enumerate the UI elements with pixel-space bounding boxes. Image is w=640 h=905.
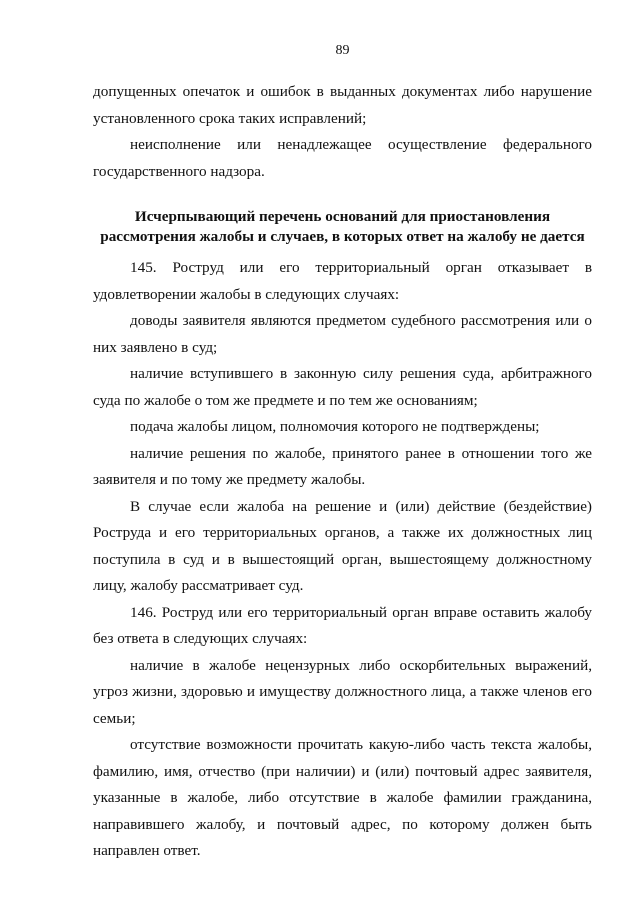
paragraph-court-arguments: доводы заявителя являются предметом судебного рассмотрения или о них заявлено в суд; — [93, 312, 592, 356]
section-heading-line-1: Исчерпывающий перечень оснований для приостановления — [134, 208, 551, 225]
page-number: 89 — [335, 43, 350, 58]
paragraph-court-decision: наличие вступившего в законную силу решения суда, арбитражного суда по жалобе о том же предмете и по тем же основаниям; — [93, 365, 592, 409]
section-heading-line-2: рассмотрения жалобы и случаев, в которых ответ на жалобу не дается — [100, 228, 585, 245]
paragraph-federal-supervision: неисполнение или ненадлежащее осуществление федерального государственного надзора. — [93, 136, 592, 180]
section-heading — [93, 207, 592, 247]
paragraph-145: 145. Роструд или его территориальный орган отказывает в удовлетворении жалобы в следующих случаях: — [93, 259, 592, 303]
paragraph-unreadable-text: отсутствие возможности прочитать какую-либо часть текста жалобы, фамилию, имя, отчество (при наличии) и (или) почтовый адрес заявителя, указанные в жалобе, либо отсутствие в жалобе фамилии гражданина, направившего жалобу, и почтовый адрес, по которому должен быть направлен ответ. — [93, 736, 592, 859]
paragraph-unconfirmed-authority: подача жалобы лицом, полномочия которого не подтверждены; — [130, 418, 540, 435]
paragraph-correction-errors: допущенных опечаток и ошибок в выданных документах либо нарушение установленного срока таких исправлений; — [93, 83, 592, 127]
paragraph-146: 146. Роструд или его территориальный орган вправе оставить жалобу без ответа в следующих случаях: — [93, 603, 592, 647]
paragraph-previous-decision: наличие решения по жалобе, принятого ранее в отношении того же заявителя и по тому же предмету жалобы. — [93, 444, 592, 488]
paragraph-offensive-language: наличие в жалобе нецензурных либо оскорбительных выражений, угроз жизни, здоровью и имуществу должностного лица, а также членов его семьи; — [93, 656, 592, 727]
paragraph-court-review: В случае если жалоба на решение и (или) действие (бездействие) Роструда и его территориальных органов, а также их должностных лиц поступила в суд и в вышестоящий орган, вышестоящему должностному лицу, жалобу рассматривает суд. — [93, 497, 592, 594]
